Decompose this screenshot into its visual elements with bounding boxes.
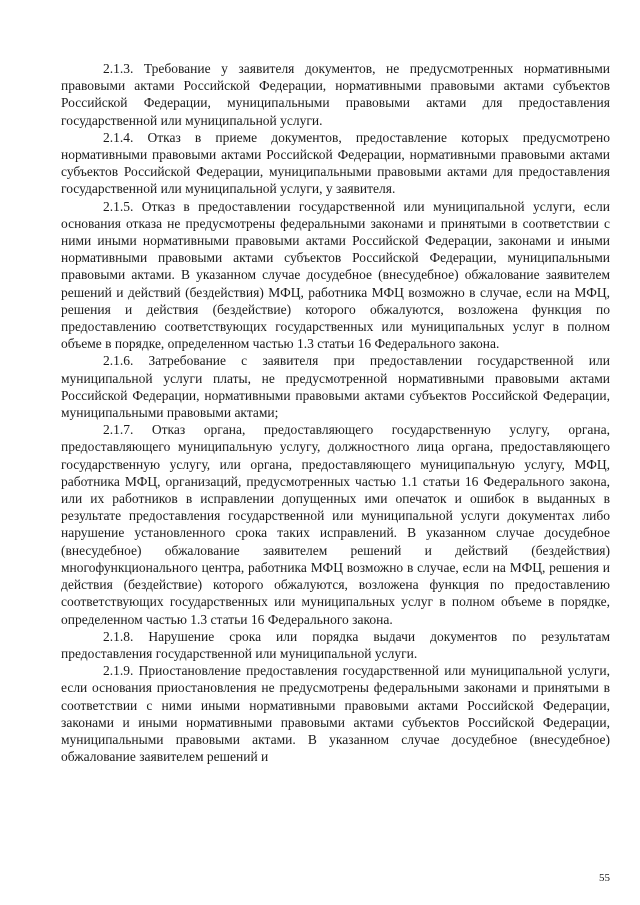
- paragraph-2-1-8: 2.1.8. Нарушение срока или порядка выдачи документов по результатам предоставления государственной или муниципальной услуги.: [61, 628, 610, 661]
- document-page: [61, 60, 610, 765]
- paragraph-2-1-5: 2.1.5. Отказ в предоставлении государственной или муниципальной услуги, если основания отказа не предусмотрены федеральными законами и принятыми в соответствии с ними иными нормативными правовыми актами Российской Федерации, законами и иными нормативными правовыми актами субъектов Российской Федерации, муниципальными правовыми актами. В указанном случае досудебное (внесудебное) обжалование заявителем решений и действий (бездействия) МФЦ, работника МФЦ возможно в случае, если на МФЦ, решения и действия (бездействие) которого обжалуются, возложена функция по предоставлению соответствующих государственных или муниципальных услуг в полном объеме в порядке, определенном частью 1.3 статьи 16 Федерального закона.: [61, 198, 610, 352]
- paragraph-2-1-3: 2.1.3. Требование у заявителя документов, не предусмотренных нормативными правовыми актами Российской Федерации, нормативными правовыми актами субъектов Российской Федерации, муниципальными правовыми актами для предоставления государственной или муниципальной услуги.: [61, 61, 610, 128]
- paragraph-2-1-6: 2.1.6. Затребование с заявителя при предоставлении государственной или муниципальной услуги платы, не предусмотренной нормативными правовыми актами Российской Федерации, нормативными правовыми актами субъектов Российской Федерации, муниципальными правовыми актами;: [61, 353, 610, 421]
- paragraph-2-1-4: 2.1.4. Отказ в приеме документов, предоставление которых предусмотрено нормативными правовыми актами Российской Федерации, нормативными правовыми актами субъектов Российской Федерации, муниципальными правовыми актами для предоставления государственной или муниципальной услуги, у заявителя.: [61, 129, 610, 197]
- page-number: 55: [599, 872, 610, 884]
- paragraph-2-1-7: 2.1.7. Отказ органа, предоставляющего государственную услугу, органа, предоставляющего муниципальную услугу, должностного лица органа, предоставляющего государственную услугу, или органа, предоставляющего муниципальную услугу, МФЦ, работника МФЦ, организаций, предусмотренных частью 1.1 статьи 16 Федерального закона, или их работников в исправлении допущенных ими опечаток и ошибок в выданных в результате предоставления государственной или муниципальной услуги документах либо нарушение установленного срока таких исправлений. В указанном случае досудебное (внесудебное) обжалование заявителем решений и действий (бездействия) многофункционального центра, работника МФЦ возможно в случае, если на МФЦ, решения и действия (бездействие) которого обжалуются, возложена функция по предоставлению соответствующих государственных или муниципальных услуг в полном объеме в порядке, определенном частью 1.3 статьи 16 Федерального закона.: [61, 422, 610, 627]
- paragraph-2-1-9: 2.1.9. Приостановление предоставления государственной или муниципальной услуги, если основания приостановления не предусмотрены федеральными законами и принятыми в соответствии с ними иными нормативными правовыми актами Российской Федерации, законами и иными нормативными правовыми актами субъектов Российской Федерации, муниципальными правовыми актами. В указанном случае досудебное (внесудебное) обжалование заявителем решений и: [61, 663, 610, 765]
